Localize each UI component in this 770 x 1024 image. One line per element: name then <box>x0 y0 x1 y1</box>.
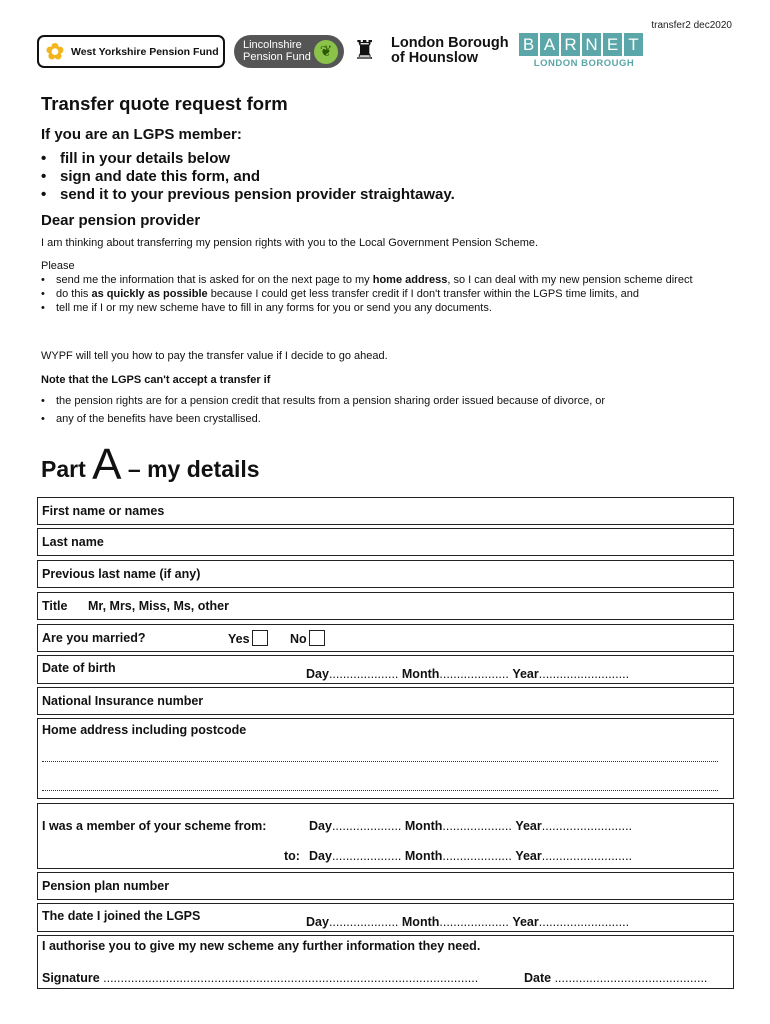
salutation: Dear pension provider <box>41 212 201 229</box>
dob-label: Date of birth <box>42 661 116 675</box>
dob-row <box>37 655 734 684</box>
title-label: Title <box>42 599 68 613</box>
list-item: • fill in your details below <box>41 150 455 168</box>
no-checkbox[interactable] <box>309 630 325 646</box>
requests-list <box>41 273 731 315</box>
logo-strip <box>37 33 737 71</box>
list-item: • send me the information that is asked for on the next page to my home address, so I can deal with my new pension scheme direct <box>41 273 731 287</box>
intro-text: I am thinking about transferring my pension rights with you to the Local Government Pension Scheme. <box>41 237 539 249</box>
address-line-2[interactable] <box>42 790 718 791</box>
previous-last-name-field[interactable] <box>37 560 734 588</box>
joined-date-fields[interactable]: Day.................... Month.................... Year.......................... <box>306 915 630 929</box>
form-reference: transfer2 dec2020 <box>651 20 732 31</box>
barnet-letter: T <box>624 33 643 56</box>
lincolnshire-logo-line1: Lincolnshire <box>243 39 302 51</box>
list-item: • any of the benefits have been crystallised. <box>41 410 731 428</box>
member-heading: If you are an LGPS member: <box>41 126 242 143</box>
pension-plan-field[interactable] <box>37 872 734 900</box>
steps-list <box>41 150 455 204</box>
married-yes: Yes <box>228 630 268 646</box>
previous-last-name-label: Previous last name (if any) <box>42 567 201 581</box>
yes-checkbox[interactable] <box>252 630 268 646</box>
first-name-label: First name or names <box>42 504 165 518</box>
last-name-field[interactable] <box>37 528 734 556</box>
ni-number-field[interactable] <box>37 687 734 715</box>
list-item: • tell me if I or my new scheme have to fill in any forms for you or send you any documents. <box>41 301 731 315</box>
married-no: No <box>290 630 325 646</box>
address-label: Home address including postcode <box>42 723 247 737</box>
lincolnshire-logo <box>234 35 344 68</box>
last-name-label: Last name <box>42 535 104 549</box>
hounslow-logo <box>353 33 513 69</box>
address-field[interactable] <box>37 718 734 799</box>
title-options: Mr, Mrs, Miss, Ms, other <box>88 599 230 613</box>
to-date-fields[interactable]: Day.................... Month.................... Year.......................... <box>309 849 633 863</box>
ni-number-label: National Insurance number <box>42 694 204 708</box>
married-row <box>37 624 734 652</box>
barnet-letter: R <box>561 33 580 56</box>
leaf-icon: ❦ <box>314 40 338 64</box>
list-item: • send it to your previous pension provider straightaway. <box>41 186 455 204</box>
signature-date-field[interactable]: Date ............................................ <box>524 971 708 985</box>
list-item: • the pension rights are for a pension credit that results from a pension sharing order issued because of divorce, or <box>41 392 731 410</box>
list-item: • sign and date this form, and <box>41 168 455 186</box>
married-label: Are you married? <box>42 631 146 645</box>
hounslow-logo-line1: London Borough <box>391 35 509 51</box>
address-line-1[interactable] <box>42 761 718 762</box>
west-yorkshire-logo <box>37 35 225 68</box>
part-a-heading: Part A – my details <box>41 440 260 489</box>
west-yorkshire-logo-text: West Yorkshire Pension Fund <box>71 45 219 58</box>
hounslow-logo-line2: of Hounslow <box>391 50 478 66</box>
barnet-letter: E <box>603 33 622 56</box>
notes-list <box>41 392 731 428</box>
pension-plan-label: Pension plan number <box>42 879 170 893</box>
membership-period-row <box>37 803 734 869</box>
barnet-logo <box>519 33 649 71</box>
crest-icon: ♜ <box>353 35 377 65</box>
please-text: Please <box>41 260 75 272</box>
barnet-logo-sub: LONDON BOROUGH <box>533 58 635 69</box>
member-from-label: I was a member of your scheme from: <box>42 819 267 833</box>
joined-lgps-row <box>37 903 734 932</box>
authorise-text: I authorise you to give my new scheme any further information they need. <box>42 939 481 953</box>
barnet-letter: B <box>519 33 538 56</box>
flower-icon: ✿ <box>45 38 65 64</box>
barnet-letter: A <box>540 33 559 56</box>
first-name-field[interactable] <box>37 497 734 525</box>
joined-lgps-label: The date I joined the LGPS <box>42 909 201 923</box>
from-date-fields[interactable]: Day.................... Month.................... Year.......................... <box>309 819 633 833</box>
dob-date-fields[interactable]: Day.................... Month.................... Year.......................... <box>306 667 630 681</box>
member-to-label: to: <box>284 849 300 863</box>
page-title: Transfer quote request form <box>41 93 288 114</box>
signature-field[interactable]: Signature ............................................................................................................ <box>42 971 479 985</box>
lincolnshire-logo-line2: Pension Fund <box>243 51 311 63</box>
wypf-text: WYPF will tell you how to pay the transfer value if I decide to go ahead. <box>41 350 388 362</box>
barnet-letter: N <box>582 33 601 56</box>
note-heading: Note that the LGPS can't accept a transfer if <box>41 374 271 386</box>
list-item: • do this as quickly as possible because I could get less transfer credit if I don't transfer within the LGPS time limits, and <box>41 287 731 301</box>
authorisation-row <box>37 935 734 989</box>
title-field[interactable] <box>37 592 734 620</box>
